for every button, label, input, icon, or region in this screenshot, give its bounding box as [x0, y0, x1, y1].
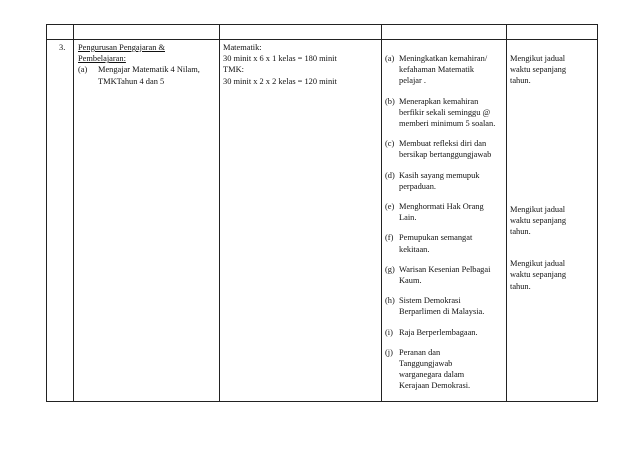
remark-line: waktu sepanjang	[510, 215, 567, 225]
document-table	[46, 24, 598, 402]
objective-line: memberi minimum 5 soalan.	[399, 119, 496, 129]
objective-marker: (b)	[385, 96, 395, 106]
time-line: TMK:	[223, 65, 244, 75]
activity-item-marker: (a)	[78, 65, 88, 75]
remark-line: waktu sepanjang	[510, 270, 567, 280]
remark-line: Mengikut jadual	[510, 204, 566, 214]
objective-line: bersikap bertanggungjawab	[399, 150, 492, 160]
remark-line: Mengikut jadual	[510, 54, 566, 63]
objective-item	[385, 327, 506, 338]
remark-line: tahun.	[510, 227, 531, 237]
objective-line: kekitaan.	[399, 244, 430, 254]
objective-line: berfikir sekali seminggu @	[399, 107, 491, 117]
empty-cell	[220, 25, 382, 40]
activity-item-line1: Mengajar Matematik 4 Nilam,	[98, 65, 200, 75]
time-line: 30 minit x 2 x 2 kelas = 120 minit	[223, 76, 337, 86]
activity-item	[78, 64, 219, 86]
time-cell	[220, 40, 382, 402]
remark	[510, 53, 597, 87]
objective-marker: (g)	[385, 264, 395, 274]
objective-line: warganegara dalam	[399, 370, 465, 380]
objective-item	[385, 53, 506, 87]
objective-marker: (i)	[385, 327, 393, 337]
remarks-cell	[507, 40, 598, 402]
objective-item	[385, 170, 506, 192]
empty-cell	[74, 25, 220, 40]
objectives-cell	[382, 40, 507, 402]
objective-line: Menghormati Hak Orang	[399, 202, 484, 212]
objective-line: Warisan Kesenian Pelbagai	[399, 264, 491, 274]
objective-marker: (j)	[385, 347, 393, 357]
objective-marker: (e)	[385, 202, 395, 212]
activity-heading-line2: Pembelajaran:	[78, 54, 126, 64]
table-top-row	[47, 25, 598, 40]
remark	[510, 204, 597, 238]
remark	[510, 258, 597, 292]
objective-item	[385, 96, 506, 130]
empty-cell	[507, 25, 598, 40]
objective-line: Pemupukan semangat	[399, 233, 473, 243]
objective-line: Tanggungjawab	[399, 359, 453, 369]
activity-heading-line1: Pengurusan Pengajaran &	[78, 43, 165, 52]
objective-line: Kasih sayang memupuk	[399, 170, 480, 180]
objective-item	[385, 347, 506, 392]
objective-line: kefahaman Matematik	[399, 65, 475, 75]
remark-line: tahun.	[510, 281, 531, 291]
objective-line: Peranan dan	[399, 347, 441, 357]
row-number: 3.	[47, 40, 74, 402]
objective-line: Membuat refleksi diri dan	[399, 139, 487, 149]
empty-cell	[382, 25, 507, 40]
objective-item	[385, 232, 506, 254]
objective-item	[385, 295, 506, 317]
remark-line: Mengikut jadual	[510, 259, 566, 269]
objective-line: Sistem Demokrasi	[399, 296, 461, 306]
objective-line: Kaum.	[399, 276, 422, 286]
objective-line: Berparlimen di Malaysia.	[399, 307, 485, 317]
remark-line: waktu sepanjang	[510, 65, 567, 75]
activity-item-line2: TMKTahun 4 dan 5	[98, 76, 165, 86]
table-row	[47, 40, 598, 402]
objective-line: Kerajaan Demokrasi.	[399, 381, 471, 391]
objective-line: perpaduan.	[399, 181, 436, 191]
objective-marker: (h)	[385, 296, 395, 306]
activity-cell	[74, 40, 220, 402]
objective-marker: (f)	[385, 233, 394, 243]
objective-item	[385, 201, 506, 223]
objective-item	[385, 138, 506, 160]
empty-cell	[47, 25, 74, 40]
objective-line: Raja Berperlembagaan.	[399, 327, 478, 337]
remark-line: tahun.	[510, 76, 531, 86]
objective-marker: (d)	[385, 170, 395, 180]
objective-line: Menerapkan kemahiran	[399, 96, 479, 106]
objective-line: Lain.	[399, 213, 417, 223]
objective-line: pelajar .	[399, 76, 426, 86]
objective-marker: (a)	[385, 54, 395, 63]
objective-marker: (c)	[385, 139, 395, 149]
time-line: Matematik:	[223, 43, 262, 52]
objective-line: Meningkatkan kemahiran/	[399, 54, 488, 63]
time-line: 30 minit x 6 x 1 kelas = 180 minit	[223, 54, 337, 64]
objective-item	[385, 264, 506, 286]
